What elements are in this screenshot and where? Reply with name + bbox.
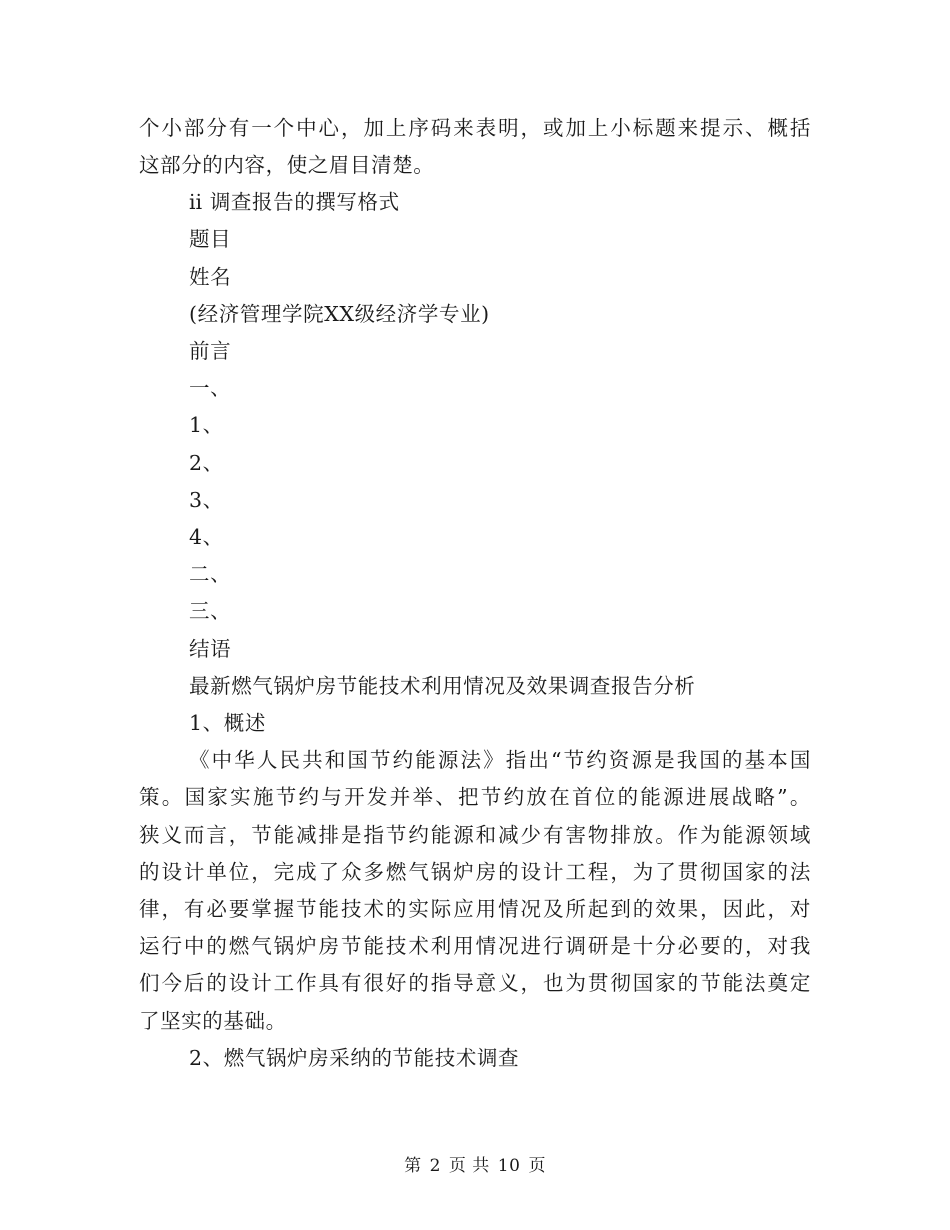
format-heading: ⅱ 调查报告的撰写格式 (189, 190, 400, 214)
footer-current-page: 2 (429, 1156, 441, 1176)
outline-name: 姓名 (189, 265, 232, 289)
paragraph-line-2: 策。国家实施节约与开发并举、把节约放在首位的能源进展战略”。 (139, 785, 811, 809)
intro-line-2: 这部分的内容，使之眉目清楚。 (139, 153, 435, 177)
outline-section-3: 三、 (189, 599, 232, 623)
paragraph-line-8: 了坚实的基础。 (139, 1009, 287, 1033)
outline-title: 题目 (189, 227, 232, 251)
paragraph-line-1: 《中华人民共和国节约能源法》指出“节约资源是我国的基本国 (189, 748, 811, 772)
footer-suffix: 页 (528, 1156, 546, 1176)
outline-item-2: 2、 (189, 451, 224, 475)
footer-middle: 页 共 (448, 1156, 490, 1176)
page-footer (0, 1155, 950, 1177)
outline-section-2: 二、 (189, 562, 232, 586)
section-techniques-heading: 2、燃气锅炉房采纳的节能技术调查 (189, 1046, 520, 1070)
footer-total-pages: 10 (497, 1156, 521, 1176)
paragraph-line-6: 运行中的燃气锅炉房节能技术利用情况进行调研是十分必要的，对我 (139, 934, 811, 958)
outline-section-1: 一、 (189, 376, 232, 400)
paragraph-line-4: 的设计单位，完成了众多燃气锅炉房的设计工程，为了贯彻国家的法 (139, 860, 811, 884)
paragraph-line-5: 律，有必要掌握节能技术的实际应用情况及所起到的效果，因此，对 (139, 897, 811, 921)
footer-prefix: 第 (404, 1156, 422, 1176)
paragraph-line-7: 们今后的设计工作具有很好的指导意义，也为贯彻国家的节能法奠定 (139, 971, 811, 995)
outline-preface: 前言 (189, 339, 232, 363)
report-title: 最新燃气锅炉房节能技术利用情况及效果调查报告分析 (189, 674, 696, 698)
outline-affiliation: (经济管理学院XX级经济学专业) (189, 302, 490, 326)
outline-conclusion: 结语 (189, 637, 232, 661)
outline-item-1: 1、 (189, 413, 224, 437)
paragraph-line-3: 狭义而言，节能减排是指节约能源和减少有害物排放。作为能源领域 (139, 823, 811, 847)
section-overview-heading: 1、概述 (189, 711, 266, 735)
intro-line-1: 个小部分有一个中心，加上序码来表明，或加上小标题来提示、概括 (139, 116, 811, 140)
outline-item-3: 3、 (189, 488, 224, 512)
outline-item-4: 4、 (189, 525, 224, 549)
